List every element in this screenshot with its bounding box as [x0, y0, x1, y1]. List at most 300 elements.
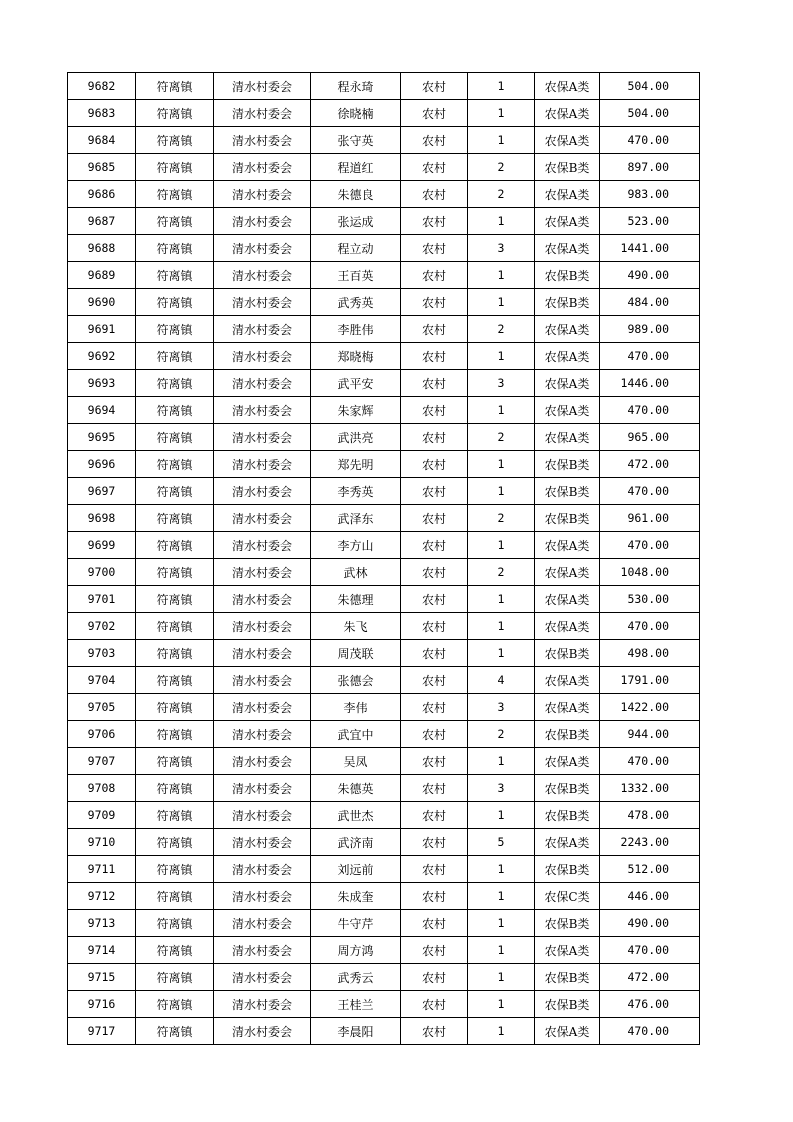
name-cell: 徐晓楠	[311, 100, 401, 127]
village-committee-cell: 清水村委会	[214, 370, 311, 397]
area-type-cell: 农村	[401, 235, 468, 262]
town-cell: 符离镇	[136, 424, 214, 451]
village-committee-cell: 清水村委会	[214, 1018, 311, 1045]
area-type-cell: 农村	[401, 505, 468, 532]
row-number-cell: 9694	[68, 397, 136, 424]
name-cell: 武林	[311, 559, 401, 586]
amount-cell: 490.00	[600, 262, 700, 289]
town-cell: 符离镇	[136, 775, 214, 802]
household-size-cell: 2	[468, 424, 535, 451]
table-row	[68, 694, 700, 721]
row-number-cell: 9693	[68, 370, 136, 397]
amount-cell: 1422.00	[600, 694, 700, 721]
amount-cell: 470.00	[600, 937, 700, 964]
row-number-cell: 9698	[68, 505, 136, 532]
village-committee-cell: 清水村委会	[214, 694, 311, 721]
area-type-cell: 农村	[401, 667, 468, 694]
village-committee-cell: 清水村委会	[214, 316, 311, 343]
household-size-cell: 3	[468, 694, 535, 721]
town-cell: 符离镇	[136, 451, 214, 478]
name-cell: 武世杰	[311, 802, 401, 829]
village-committee-cell: 清水村委会	[214, 262, 311, 289]
amount-cell: 1332.00	[600, 775, 700, 802]
row-number-cell: 9710	[68, 829, 136, 856]
area-type-cell: 农村	[401, 478, 468, 505]
name-cell: 王百英	[311, 262, 401, 289]
area-type-cell: 农村	[401, 451, 468, 478]
amount-cell: 472.00	[600, 964, 700, 991]
table-row	[68, 262, 700, 289]
household-size-cell: 1	[468, 343, 535, 370]
town-cell: 符离镇	[136, 1018, 214, 1045]
area-type-cell: 农村	[401, 208, 468, 235]
household-size-cell: 1	[468, 1018, 535, 1045]
area-type-cell: 农村	[401, 991, 468, 1018]
village-committee-cell: 清水村委会	[214, 181, 311, 208]
category-cell: 农保B类	[535, 640, 600, 667]
row-number-cell: 9697	[68, 478, 136, 505]
name-cell: 李伟	[311, 694, 401, 721]
amount-cell: 446.00	[600, 883, 700, 910]
category-cell: 农保B类	[535, 451, 600, 478]
area-type-cell: 农村	[401, 802, 468, 829]
row-number-cell: 9682	[68, 73, 136, 100]
table-row	[68, 937, 700, 964]
table-row	[68, 748, 700, 775]
amount-cell: 470.00	[600, 613, 700, 640]
town-cell: 符离镇	[136, 289, 214, 316]
village-committee-cell: 清水村委会	[214, 775, 311, 802]
area-type-cell: 农村	[401, 1018, 468, 1045]
name-cell: 武济南	[311, 829, 401, 856]
town-cell: 符离镇	[136, 181, 214, 208]
area-type-cell: 农村	[401, 910, 468, 937]
town-cell: 符离镇	[136, 937, 214, 964]
area-type-cell: 农村	[401, 829, 468, 856]
town-cell: 符离镇	[136, 343, 214, 370]
area-type-cell: 农村	[401, 181, 468, 208]
household-size-cell: 2	[468, 721, 535, 748]
household-size-cell: 1	[468, 586, 535, 613]
name-cell: 武平安	[311, 370, 401, 397]
table-row	[68, 451, 700, 478]
category-cell: 农保B类	[535, 262, 600, 289]
category-cell: 农保A类	[535, 370, 600, 397]
household-size-cell: 1	[468, 748, 535, 775]
category-cell: 农保A类	[535, 748, 600, 775]
name-cell: 程立动	[311, 235, 401, 262]
row-number-cell: 9704	[68, 667, 136, 694]
name-cell: 张运成	[311, 208, 401, 235]
area-type-cell: 农村	[401, 883, 468, 910]
table-row	[68, 127, 700, 154]
row-number-cell: 9705	[68, 694, 136, 721]
category-cell: 农保A类	[535, 100, 600, 127]
town-cell: 符离镇	[136, 991, 214, 1018]
amount-cell: 470.00	[600, 1018, 700, 1045]
name-cell: 朱飞	[311, 613, 401, 640]
row-number-cell: 9692	[68, 343, 136, 370]
row-number-cell: 9714	[68, 937, 136, 964]
amount-cell: 470.00	[600, 343, 700, 370]
area-type-cell: 农村	[401, 316, 468, 343]
name-cell: 王桂兰	[311, 991, 401, 1018]
household-size-cell: 1	[468, 127, 535, 154]
amount-cell: 897.00	[600, 154, 700, 181]
category-cell: 农保A类	[535, 316, 600, 343]
row-number-cell: 9685	[68, 154, 136, 181]
table-row	[68, 559, 700, 586]
table-row	[68, 586, 700, 613]
town-cell: 符离镇	[136, 748, 214, 775]
category-cell: 农保B类	[535, 478, 600, 505]
village-committee-cell: 清水村委会	[214, 505, 311, 532]
town-cell: 符离镇	[136, 478, 214, 505]
category-cell: 农保A类	[535, 208, 600, 235]
name-cell: 张德会	[311, 667, 401, 694]
amount-cell: 470.00	[600, 127, 700, 154]
amount-cell: 504.00	[600, 73, 700, 100]
town-cell: 符离镇	[136, 397, 214, 424]
amount-cell: 478.00	[600, 802, 700, 829]
category-cell: 农保A类	[535, 424, 600, 451]
town-cell: 符离镇	[136, 505, 214, 532]
category-cell: 农保A类	[535, 694, 600, 721]
table-row	[68, 667, 700, 694]
household-size-cell: 1	[468, 937, 535, 964]
area-type-cell: 农村	[401, 154, 468, 181]
area-type-cell: 农村	[401, 586, 468, 613]
town-cell: 符离镇	[136, 640, 214, 667]
area-type-cell: 农村	[401, 559, 468, 586]
amount-cell: 470.00	[600, 478, 700, 505]
amount-cell: 470.00	[600, 397, 700, 424]
amount-cell: 484.00	[600, 289, 700, 316]
row-number-cell: 9715	[68, 964, 136, 991]
village-committee-cell: 清水村委会	[214, 910, 311, 937]
name-cell: 程道红	[311, 154, 401, 181]
town-cell: 符离镇	[136, 559, 214, 586]
village-committee-cell: 清水村委会	[214, 343, 311, 370]
table-row	[68, 883, 700, 910]
name-cell: 程永琦	[311, 73, 401, 100]
table-row	[68, 424, 700, 451]
row-number-cell: 9699	[68, 532, 136, 559]
household-size-cell: 1	[468, 451, 535, 478]
category-cell: 农保B类	[535, 154, 600, 181]
table-row	[68, 73, 700, 100]
household-size-cell: 3	[468, 370, 535, 397]
area-type-cell: 农村	[401, 262, 468, 289]
household-size-cell: 1	[468, 856, 535, 883]
table-row	[68, 478, 700, 505]
town-cell: 符离镇	[136, 100, 214, 127]
row-number-cell: 9706	[68, 721, 136, 748]
table-row	[68, 775, 700, 802]
table-row	[68, 640, 700, 667]
town-cell: 符离镇	[136, 829, 214, 856]
table-row	[68, 235, 700, 262]
town-cell: 符离镇	[136, 613, 214, 640]
category-cell: 农保B类	[535, 910, 600, 937]
name-cell: 武泽东	[311, 505, 401, 532]
table-row	[68, 910, 700, 937]
village-committee-cell: 清水村委会	[214, 856, 311, 883]
amount-cell: 470.00	[600, 748, 700, 775]
village-committee-cell: 清水村委会	[214, 802, 311, 829]
table-row	[68, 613, 700, 640]
name-cell: 朱成奎	[311, 883, 401, 910]
amount-cell: 512.00	[600, 856, 700, 883]
category-cell: 农保A类	[535, 73, 600, 100]
table-row	[68, 532, 700, 559]
household-size-cell: 2	[468, 505, 535, 532]
household-size-cell: 1	[468, 964, 535, 991]
table-row	[68, 343, 700, 370]
row-number-cell: 9689	[68, 262, 136, 289]
town-cell: 符离镇	[136, 694, 214, 721]
category-cell: 农保B类	[535, 964, 600, 991]
name-cell: 李胜伟	[311, 316, 401, 343]
name-cell: 吴凤	[311, 748, 401, 775]
area-type-cell: 农村	[401, 694, 468, 721]
village-committee-cell: 清水村委会	[214, 154, 311, 181]
amount-cell: 470.00	[600, 532, 700, 559]
name-cell: 朱家辉	[311, 397, 401, 424]
amount-cell: 476.00	[600, 991, 700, 1018]
row-number-cell: 9701	[68, 586, 136, 613]
name-cell: 周茂联	[311, 640, 401, 667]
village-committee-cell: 清水村委会	[214, 640, 311, 667]
amount-cell: 1791.00	[600, 667, 700, 694]
row-number-cell: 9690	[68, 289, 136, 316]
area-type-cell: 农村	[401, 424, 468, 451]
town-cell: 符离镇	[136, 532, 214, 559]
area-type-cell: 农村	[401, 937, 468, 964]
town-cell: 符离镇	[136, 667, 214, 694]
row-number-cell: 9683	[68, 100, 136, 127]
table-row	[68, 208, 700, 235]
household-size-cell: 5	[468, 829, 535, 856]
row-number-cell: 9696	[68, 451, 136, 478]
village-committee-cell: 清水村委会	[214, 478, 311, 505]
table-row	[68, 802, 700, 829]
household-size-cell: 1	[468, 640, 535, 667]
household-size-cell: 1	[468, 73, 535, 100]
area-type-cell: 农村	[401, 532, 468, 559]
area-type-cell: 农村	[401, 100, 468, 127]
village-committee-cell: 清水村委会	[214, 613, 311, 640]
household-size-cell: 4	[468, 667, 535, 694]
table-row	[68, 1018, 700, 1045]
town-cell: 符离镇	[136, 721, 214, 748]
village-committee-cell: 清水村委会	[214, 235, 311, 262]
household-size-cell: 1	[468, 883, 535, 910]
category-cell: 农保B类	[535, 775, 600, 802]
name-cell: 武宜中	[311, 721, 401, 748]
table-row	[68, 856, 700, 883]
village-committee-cell: 清水村委会	[214, 208, 311, 235]
category-cell: 农保B类	[535, 856, 600, 883]
amount-cell: 983.00	[600, 181, 700, 208]
table-row	[68, 829, 700, 856]
category-cell: 农保A类	[535, 586, 600, 613]
amount-cell: 490.00	[600, 910, 700, 937]
area-type-cell: 农村	[401, 343, 468, 370]
town-cell: 符离镇	[136, 316, 214, 343]
table-row	[68, 964, 700, 991]
village-committee-cell: 清水村委会	[214, 748, 311, 775]
amount-cell: 2243.00	[600, 829, 700, 856]
village-committee-cell: 清水村委会	[214, 937, 311, 964]
household-size-cell: 2	[468, 181, 535, 208]
amount-cell: 504.00	[600, 100, 700, 127]
name-cell: 李方山	[311, 532, 401, 559]
amount-cell: 989.00	[600, 316, 700, 343]
amount-cell: 1441.00	[600, 235, 700, 262]
area-type-cell: 农村	[401, 640, 468, 667]
village-committee-cell: 清水村委会	[214, 991, 311, 1018]
town-cell: 符离镇	[136, 856, 214, 883]
household-size-cell: 1	[468, 397, 535, 424]
village-committee-cell: 清水村委会	[214, 127, 311, 154]
name-cell: 张守英	[311, 127, 401, 154]
category-cell: 农保A类	[535, 397, 600, 424]
name-cell: 朱德英	[311, 775, 401, 802]
name-cell: 朱德良	[311, 181, 401, 208]
town-cell: 符离镇	[136, 208, 214, 235]
town-cell: 符离镇	[136, 73, 214, 100]
table-row	[68, 505, 700, 532]
row-number-cell: 9686	[68, 181, 136, 208]
category-cell: 农保A类	[535, 667, 600, 694]
category-cell: 农保A类	[535, 235, 600, 262]
household-size-cell: 1	[468, 991, 535, 1018]
amount-cell: 523.00	[600, 208, 700, 235]
amount-cell: 944.00	[600, 721, 700, 748]
name-cell: 刘远前	[311, 856, 401, 883]
town-cell: 符离镇	[136, 370, 214, 397]
area-type-cell: 农村	[401, 289, 468, 316]
row-number-cell: 9691	[68, 316, 136, 343]
name-cell: 牛守芹	[311, 910, 401, 937]
row-number-cell: 9695	[68, 424, 136, 451]
table-row	[68, 154, 700, 181]
table-row	[68, 289, 700, 316]
town-cell: 符离镇	[136, 802, 214, 829]
village-committee-cell: 清水村委会	[214, 883, 311, 910]
household-size-cell: 3	[468, 235, 535, 262]
row-number-cell: 9684	[68, 127, 136, 154]
amount-cell: 472.00	[600, 451, 700, 478]
category-cell: 农保B类	[535, 802, 600, 829]
row-number-cell: 9707	[68, 748, 136, 775]
town-cell: 符离镇	[136, 586, 214, 613]
area-type-cell: 农村	[401, 397, 468, 424]
category-cell: 农保A类	[535, 937, 600, 964]
village-committee-cell: 清水村委会	[214, 289, 311, 316]
row-number-cell: 9713	[68, 910, 136, 937]
household-size-cell: 1	[468, 478, 535, 505]
category-cell: 农保A类	[535, 343, 600, 370]
category-cell: 农保B类	[535, 289, 600, 316]
category-cell: 农保A类	[535, 532, 600, 559]
household-size-cell: 1	[468, 208, 535, 235]
area-type-cell: 农村	[401, 73, 468, 100]
village-committee-cell: 清水村委会	[214, 532, 311, 559]
amount-cell: 530.00	[600, 586, 700, 613]
category-cell: 农保A类	[535, 613, 600, 640]
area-type-cell: 农村	[401, 748, 468, 775]
household-size-cell: 1	[468, 910, 535, 937]
amount-cell: 965.00	[600, 424, 700, 451]
category-cell: 农保C类	[535, 883, 600, 910]
category-cell: 农保A类	[535, 829, 600, 856]
area-type-cell: 农村	[401, 964, 468, 991]
village-committee-cell: 清水村委会	[214, 829, 311, 856]
household-size-cell: 1	[468, 613, 535, 640]
row-number-cell: 9688	[68, 235, 136, 262]
town-cell: 符离镇	[136, 262, 214, 289]
category-cell: 农保B类	[535, 505, 600, 532]
table-row	[68, 316, 700, 343]
town-cell: 符离镇	[136, 154, 214, 181]
name-cell: 郑先明	[311, 451, 401, 478]
row-number-cell: 9703	[68, 640, 136, 667]
household-size-cell: 3	[468, 775, 535, 802]
row-number-cell: 9708	[68, 775, 136, 802]
row-number-cell: 9712	[68, 883, 136, 910]
name-cell: 武秀英	[311, 289, 401, 316]
category-cell: 农保A类	[535, 127, 600, 154]
household-size-cell: 1	[468, 289, 535, 316]
town-cell: 符离镇	[136, 883, 214, 910]
data-table	[67, 72, 700, 1045]
household-size-cell: 1	[468, 100, 535, 127]
name-cell: 武洪亮	[311, 424, 401, 451]
table-row	[68, 721, 700, 748]
amount-cell: 1048.00	[600, 559, 700, 586]
village-committee-cell: 清水村委会	[214, 397, 311, 424]
area-type-cell: 农村	[401, 127, 468, 154]
name-cell: 武秀云	[311, 964, 401, 991]
category-cell: 农保A类	[535, 181, 600, 208]
name-cell: 李秀英	[311, 478, 401, 505]
row-number-cell: 9717	[68, 1018, 136, 1045]
town-cell: 符离镇	[136, 127, 214, 154]
row-number-cell: 9687	[68, 208, 136, 235]
area-type-cell: 农村	[401, 721, 468, 748]
table-row	[68, 181, 700, 208]
table-body	[68, 73, 700, 1045]
town-cell: 符离镇	[136, 235, 214, 262]
village-committee-cell: 清水村委会	[214, 559, 311, 586]
area-type-cell: 农村	[401, 370, 468, 397]
table-row	[68, 370, 700, 397]
category-cell: 农保A类	[535, 559, 600, 586]
table-row	[68, 100, 700, 127]
category-cell: 农保A类	[535, 1018, 600, 1045]
town-cell: 符离镇	[136, 964, 214, 991]
row-number-cell: 9716	[68, 991, 136, 1018]
area-type-cell: 农村	[401, 856, 468, 883]
village-committee-cell: 清水村委会	[214, 964, 311, 991]
table-row	[68, 397, 700, 424]
name-cell: 郑晓梅	[311, 343, 401, 370]
name-cell: 周方鸿	[311, 937, 401, 964]
village-committee-cell: 清水村委会	[214, 721, 311, 748]
row-number-cell: 9700	[68, 559, 136, 586]
